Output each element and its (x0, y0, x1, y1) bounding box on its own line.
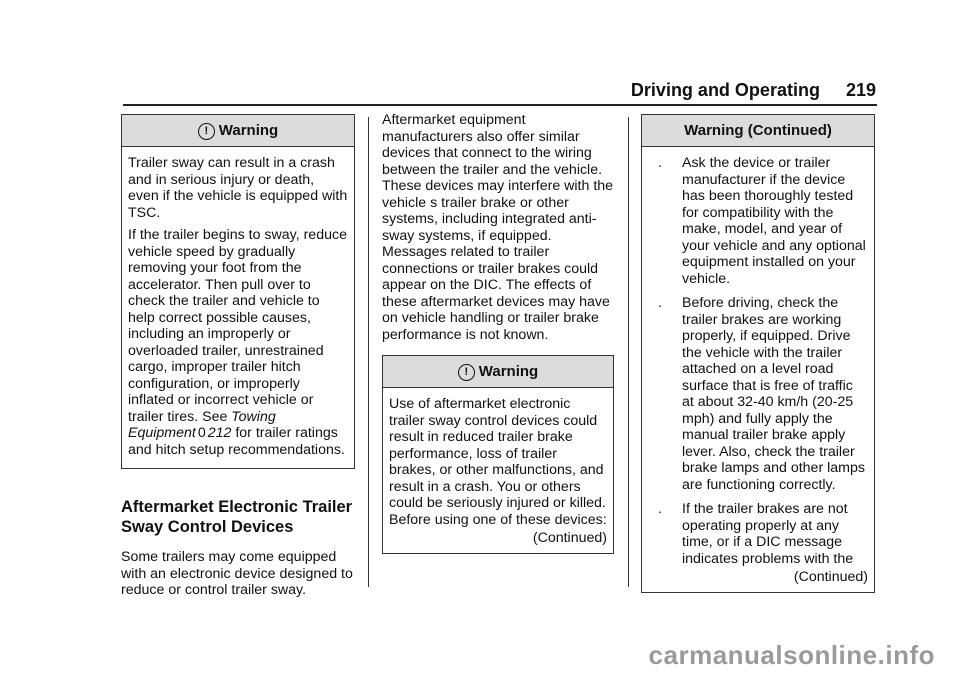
bullet-marker: . (658, 501, 662, 517)
warning-circle-icon: ! (458, 364, 475, 381)
watermark: carmanualsonline.info (648, 640, 935, 670)
warning-body (122, 147, 354, 468)
warning-box-tsc (121, 114, 355, 469)
warning-bullet-1 (656, 155, 868, 287)
warning-paragraph: Use of aftermarket electronic trailer sway control devices could result in reduced trailer brake performance, loss of trailer brakes, or other malfunctions, and result in a crash. You or others could be seriously injured or killed. Before using one of these devices: (389, 396, 607, 528)
warning-text-end: for trailer ratings and hitch setup recommendations. (128, 425, 345, 458)
warning-box-aftermarket (382, 355, 614, 554)
warning-circle-icon: ! (198, 123, 215, 140)
aftermarket-paragraph: Aftermarket equipment manufacturers also offer similar devices that connect to the wiring between the trailer and the vehicle. These devices may interfere with the vehicle s trailer brake or other systems, including integrated anti-sway systems, if equipped. Messages related to trailer connections or trailer brakes could appear on the DIC. The effects of these aftermarket devices may have on vehicle handling or trailer brake performance is not known. (382, 112, 614, 343)
column-3 (641, 114, 875, 593)
warning-paragraph-1: Trailer sway can result in a crash and in serious injury or death, even if the vehicle is equipped with TSC. (128, 155, 348, 221)
bullet-text: Before driving, check the trailer brakes are working properly, if equipped. Drive the vehicle with the trailer attached on a level road surface that is free of traffic at about 32-40 km/h (20-25 mph) and fully apply the manual trailer brake apply lever. Also, check the trailer brake lamps and other lamps are functioning correctly. (682, 295, 865, 493)
warning-paragraph-2 (128, 227, 348, 458)
page-header (0, 80, 876, 104)
continued-label: (Continued) (532, 530, 607, 546)
bullet-text: If the trailer brakes are not operating properly at any time, or if a DIC message indicates problems with the (682, 501, 854, 567)
page-number: 219 (845, 80, 876, 100)
warning-body (383, 388, 613, 553)
warning-body (642, 147, 874, 592)
warning-header (383, 356, 613, 388)
warning-header (122, 115, 354, 147)
column-divider-2 (628, 117, 629, 587)
warning-title: Warning (218, 122, 279, 139)
column-2 (382, 112, 614, 554)
header-rule (123, 104, 877, 106)
column-divider-1 (368, 117, 369, 587)
towing-equipment-link[interactable]: Towing Equipment (128, 408, 276, 441)
continued-label: (Continued) (793, 569, 868, 585)
warning-box-continued (641, 114, 875, 593)
page-ref-number[interactable]: 212 (207, 425, 232, 441)
intro-paragraph: Some trailers may come equipped with an electronic device designed to reduce or control trailer sway. (121, 549, 353, 598)
warning-bullet-2 (656, 295, 868, 493)
section-title: Driving and Operating (630, 80, 820, 100)
bullet-marker: . (658, 295, 662, 311)
page-ref-symbol: 0 (197, 425, 206, 441)
bullet-text: Ask the device or trailer manufacturer if the device has been thoroughly tested for compatibility with the make, model, and year of your vehicle and any optional equipment installed on your vehicle. (682, 155, 866, 287)
warning-header: Warning (Continued) (642, 115, 874, 147)
warning-text: If the trailer begins to sway, reduce vehicle speed by gradually removing your foot from the accelerator. Then pull over to check the trailer and vehicle to help correct possible causes, including an improperly or overloaded trailer, unrestrained cargo, improper trailer hitch configuration, or improperly inflated or incorrect vehicle or trailer tires. See (128, 227, 347, 425)
column-1 (121, 114, 355, 605)
warning-bullet-3 (656, 501, 868, 567)
warning-title: Warning (478, 363, 539, 380)
section-heading: Aftermarket Electronic Trailer Sway Control Devices (121, 498, 353, 536)
bullet-marker: . (658, 155, 662, 171)
